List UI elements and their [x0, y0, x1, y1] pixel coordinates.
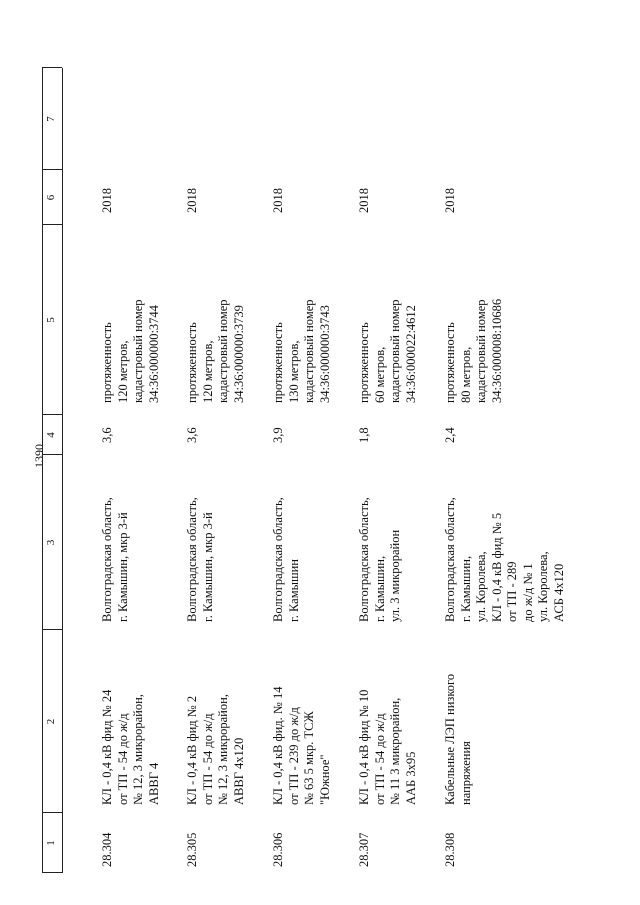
- object-details: [100, 299, 162, 403]
- length-value: 3,6: [185, 427, 199, 443]
- object-name: [357, 690, 419, 805]
- year-value: 2018: [271, 188, 285, 213]
- details-line: 80 метров,: [458, 346, 473, 403]
- details-line: 34:36:000022:4612: [403, 305, 418, 403]
- object-name-line: № 12, 3 микрорайон,: [216, 694, 230, 805]
- details-line: кадастровый номер: [388, 299, 402, 403]
- year-value: 2018: [185, 188, 199, 213]
- address-line: Волгоградская область,: [100, 497, 114, 622]
- object-address: [443, 497, 567, 622]
- address-line: г. Камышин,: [458, 555, 473, 622]
- details-line: 60 метров,: [372, 346, 387, 403]
- column-number-3: 3: [45, 539, 57, 546]
- object-name-line: "Южное": [317, 754, 332, 805]
- object-details: [185, 299, 247, 403]
- object-name-line: Кабельные ЛЭП низкого: [443, 673, 457, 805]
- address-line: АСБ 4х120: [551, 563, 566, 622]
- row-number: 28.306: [271, 832, 285, 867]
- object-name-line: от ТП - 239 до ж/д: [286, 707, 301, 805]
- page-number: 1390: [32, 444, 46, 468]
- object-name-line: от ТП - 54 до ж/д: [200, 713, 215, 805]
- object-name-line: от ТП - 54 до ж/д: [372, 713, 387, 805]
- address-line: г. Камышин, мкр 3-й: [200, 512, 215, 622]
- address-line: КЛ - 0,4 кВ фид № 5: [489, 512, 504, 622]
- details-line: протяженность: [443, 322, 457, 403]
- object-name-line: ААБ 3х95: [403, 751, 418, 805]
- object-name-line: КЛ - 0,4 кВ фид № 24: [100, 689, 114, 805]
- column-number-7: 7: [45, 116, 57, 122]
- object-name-line: № 12, 3 микрорайон,: [131, 694, 145, 805]
- object-name: [185, 694, 247, 805]
- object-address: [271, 497, 302, 622]
- object-name-line: КЛ - 0,4 кВ фид № 10: [357, 689, 371, 805]
- details-line: кадастровый номер: [474, 299, 488, 403]
- address-line: Волгоградская область,: [443, 497, 457, 622]
- object-address: [185, 497, 216, 622]
- year-value: 2018: [100, 188, 114, 213]
- column-number-2: 2: [45, 718, 57, 725]
- row-number: 28.305: [185, 832, 199, 867]
- object-name: [443, 674, 474, 805]
- object-name: [100, 690, 162, 805]
- address-line: ул. Королева,: [536, 551, 550, 622]
- object-details: [357, 299, 419, 403]
- details-line: кадастровый номер: [216, 299, 230, 403]
- address-line: Волгоградская область,: [185, 497, 199, 622]
- object-address: [100, 497, 131, 622]
- address-line: ул. Королева,: [474, 551, 488, 622]
- column-number-6: 6: [45, 194, 57, 201]
- details-line: 130 метров,: [286, 340, 301, 403]
- details-line: 120 метров,: [200, 340, 215, 403]
- object-name-line: АВВГ 4х120: [231, 737, 246, 805]
- object-name-line: № 11 3 микрорайон,: [388, 697, 402, 805]
- length-value: 2,4: [443, 427, 457, 443]
- object-name: [271, 687, 333, 805]
- address-line: Волгоградская область,: [357, 497, 371, 622]
- header-bottom-rule: [62, 68, 63, 873]
- details-line: 34:36:000008:10686: [489, 298, 504, 403]
- details-line: 34:36:000000:3739: [231, 305, 246, 403]
- details-line: протяженность: [271, 322, 285, 403]
- object-name-line: от ТП - 54 до ж/д: [115, 713, 130, 805]
- object-name-line: АВВГ 4: [146, 762, 161, 805]
- object-address: [357, 497, 404, 622]
- length-value: 1,8: [357, 427, 371, 443]
- address-line: от ТП - 289: [505, 561, 519, 622]
- object-name-line: КЛ - 0,4 кВ фид. № 14: [271, 686, 285, 805]
- details-line: протяженность: [357, 322, 371, 403]
- row-number: 28.307: [357, 832, 371, 867]
- row-number: 28.304: [100, 832, 114, 867]
- length-value: 3,9: [271, 427, 285, 443]
- address-line: г. Камышин: [286, 558, 301, 622]
- details-line: протяженность: [100, 322, 114, 403]
- address-line: г. Камышин,: [372, 555, 387, 622]
- table-top-rule: [42, 68, 43, 873]
- details-line: кадастровый номер: [131, 299, 145, 403]
- address-line: Волгоградская область,: [271, 497, 285, 622]
- year-value: 2018: [357, 188, 371, 213]
- object-name-line: № 63 5 мкр. ТСЖ: [302, 711, 316, 805]
- object-details: [271, 299, 333, 403]
- year-value: 2018: [443, 188, 457, 213]
- address-line: ул. 3 микрорайон: [388, 529, 402, 622]
- column-number-1: 1: [45, 840, 57, 846]
- length-value: 3,6: [100, 427, 114, 443]
- address-line: г. Камышин, мкр 3-й: [115, 512, 130, 622]
- object-name-line: напряжения: [458, 741, 473, 805]
- details-line: кадастровый номер: [302, 299, 316, 403]
- details-line: 34:36:000000:3744: [146, 305, 161, 403]
- row-number: 28.308: [443, 832, 457, 867]
- details-line: 34:36:000000:3743: [317, 305, 332, 403]
- object-name-line: КЛ - 0,4 кВ фид № 2: [185, 695, 199, 805]
- details-line: протяженность: [185, 322, 199, 403]
- address-line: до ж/д № 1: [520, 563, 535, 622]
- details-line: 120 метров,: [115, 340, 130, 403]
- column-number-4: 4: [45, 432, 57, 438]
- object-details: [443, 299, 505, 403]
- column-number-5: 5: [45, 317, 57, 323]
